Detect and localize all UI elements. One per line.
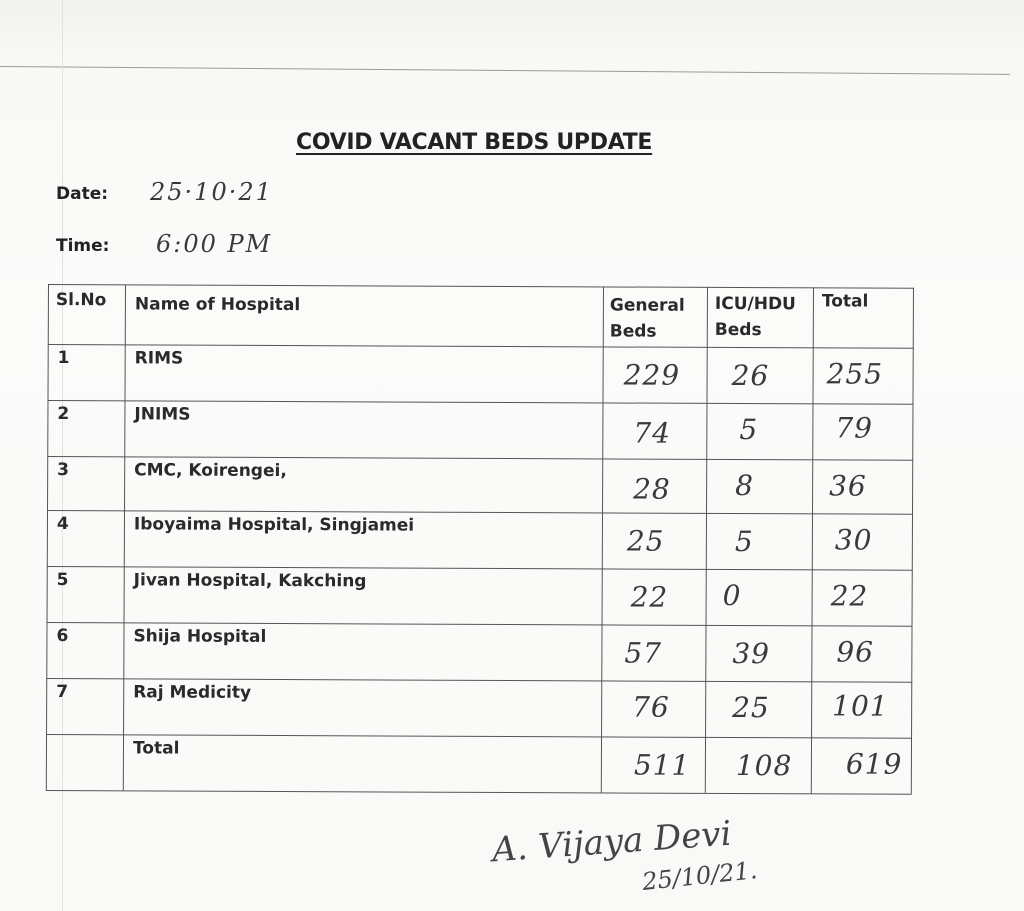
- column-divider: [123, 284, 126, 790]
- date-value: 25·10·21: [150, 178, 273, 206]
- row-2-hospital: JNIMS: [134, 404, 191, 425]
- row-2-sl: 2: [57, 404, 70, 425]
- signature: [492, 800, 812, 900]
- row-1-sl: 1: [57, 348, 70, 369]
- row-4-general: 25: [626, 524, 665, 558]
- row-6-total: 96: [836, 635, 875, 669]
- row-5-hospital: Jivan Hospital, Kakching: [133, 570, 367, 592]
- row-1-icu: 26: [731, 358, 770, 393]
- header-sl-no: Sl.No: [55, 290, 107, 311]
- row-3-total: 36: [829, 469, 867, 503]
- row-5-icu: 0: [722, 578, 742, 613]
- row-2-total: 79: [835, 411, 874, 445]
- row-6-hospital: Shija Hospital: [133, 626, 267, 647]
- header-general-beds: General Beds: [609, 295, 685, 342]
- column-divider: [811, 287, 814, 793]
- row-3-hospital: CMC, Koirengei,: [134, 460, 287, 482]
- header-hospital: Name of Hospital: [134, 294, 301, 316]
- total-total: 619: [845, 747, 903, 781]
- time-label: Time:: [56, 236, 110, 256]
- row-7-icu: 25: [732, 690, 770, 725]
- header-icu-beds: ICU/HDU Beds: [714, 293, 796, 341]
- signature-date: 25/10/21.: [640, 856, 759, 896]
- beds-table: [46, 284, 914, 794]
- row-4-hospital: Iboyaima Hospital, Singjamei: [133, 514, 415, 536]
- total-icu: 108: [735, 749, 793, 783]
- row-4-icu: 5: [734, 524, 754, 559]
- row-1-general: 229: [623, 358, 681, 392]
- row-6-general: 57: [624, 636, 663, 670]
- row-2-general: 74: [633, 416, 672, 450]
- row-3-general: 28: [633, 472, 671, 506]
- row-7-total: 101: [832, 689, 889, 723]
- row-7-general: 76: [632, 690, 670, 724]
- row-3-icu: 8: [735, 469, 755, 503]
- date-label: Date:: [56, 184, 109, 204]
- row-7-hospital: Raj Medicity: [133, 682, 252, 703]
- signature-name: A. Vijaya Devi: [490, 813, 733, 871]
- total-label: Total: [132, 738, 180, 759]
- document-title: COVID VACANT BEDS UPDATE: [296, 130, 653, 155]
- column-divider: [601, 286, 604, 792]
- row-6-sl: 6: [56, 626, 69, 647]
- time-value: 6:00 PM: [156, 230, 273, 258]
- row-6-icu: 39: [732, 636, 771, 671]
- row-5-general: 22: [630, 580, 669, 614]
- header-total: Total: [821, 291, 869, 312]
- row-4-sl: 4: [56, 514, 69, 535]
- row-1-hospital: RIMS: [134, 348, 184, 369]
- row-2-icu: 5: [739, 413, 759, 447]
- row-5-sl: 5: [56, 570, 69, 591]
- total-general: 511: [633, 748, 691, 782]
- row-3-sl: 3: [57, 460, 70, 481]
- row-1-total: 255: [826, 357, 884, 391]
- row-4-total: 30: [834, 523, 873, 557]
- column-divider: [705, 287, 708, 793]
- row-5-total: 22: [830, 579, 869, 613]
- row-7-sl: 7: [56, 682, 69, 703]
